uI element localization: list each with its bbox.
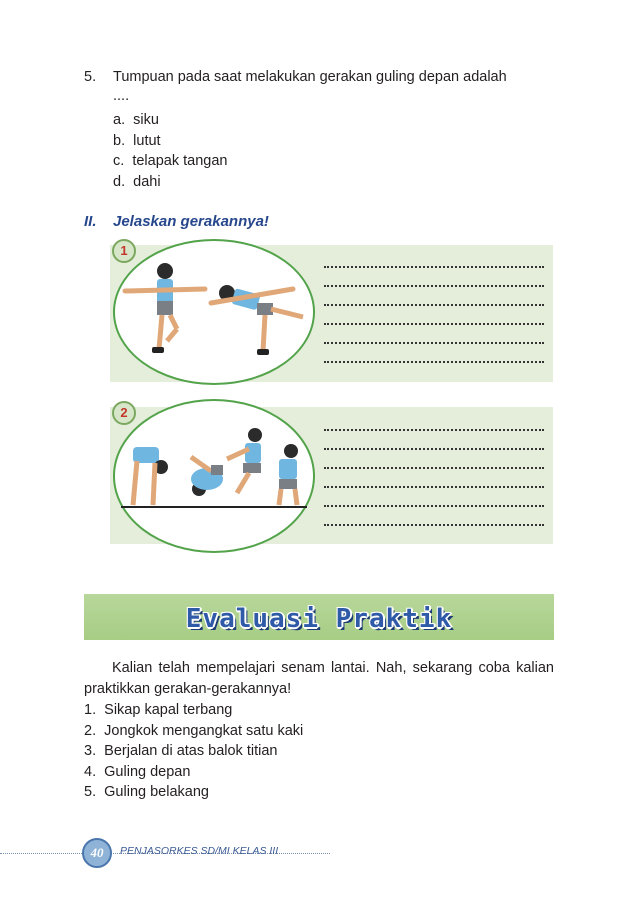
question-options [113,110,227,192]
exercise-badge-1: 1 [112,239,136,263]
answer-line[interactable] [324,524,544,526]
answer-line[interactable] [324,467,544,469]
evaluation-banner [84,594,554,640]
answer-line[interactable] [324,266,544,268]
evaluation-title: Evaluasi Praktik [185,604,453,634]
exercise-image-frame-1 [113,239,315,385]
list-item: 5. Guling belakang [84,784,209,800]
option-b: b. lutut [113,132,161,149]
evaluation-intro: Kalian telah mempelajari senam lantai. Nah, sekarang coba kalian praktikkan gerakan-gerakannya! [84,660,554,697]
answer-line[interactable] [324,323,544,325]
option-a: a. siku [113,112,159,128]
exercise-panel-2 [110,407,553,544]
question-blank: .... [113,88,130,104]
answer-line[interactable] [324,505,544,507]
list-item: 3. Berjalan di atas balok titian [84,743,278,759]
answer-line[interactable] [324,361,544,363]
list-item: 4. Guling depan [84,763,191,780]
answer-lines-1 [324,266,546,376]
footer-text: PENJASORKES SD/MI KELAS III [120,845,279,857]
exercise-image-frame-2 [113,399,315,553]
option-c: c. telapak tangan [113,153,228,169]
question-number: 5. [84,69,97,85]
answer-line[interactable] [324,304,544,306]
answer-lines-2 [324,429,546,539]
kapal-terbang-figure-icon [115,241,313,383]
option-d: d. dahi [113,173,161,190]
answer-line[interactable] [324,285,544,287]
list-item: 1. Sikap kapal terbang [84,702,233,718]
evaluation-list [84,700,303,803]
answer-line[interactable] [324,448,544,450]
answer-line[interactable] [324,486,544,488]
list-item: 2. Jongkok mengangkat satu kaki [84,722,304,739]
answer-line[interactable] [324,429,544,431]
section-title: Jelaskan gerakannya! [113,213,269,230]
exercise-badge-2: 2 [112,401,136,425]
guling-depan-sequence-figure-icon [115,401,313,551]
exercise-panel-1 [110,245,553,382]
section-numeral: II. [84,213,97,230]
question-text: Tumpuan pada saat melakukan gerakan guling depan adalah [113,69,507,85]
answer-line[interactable] [324,342,544,344]
page-number: 40 [82,838,112,868]
